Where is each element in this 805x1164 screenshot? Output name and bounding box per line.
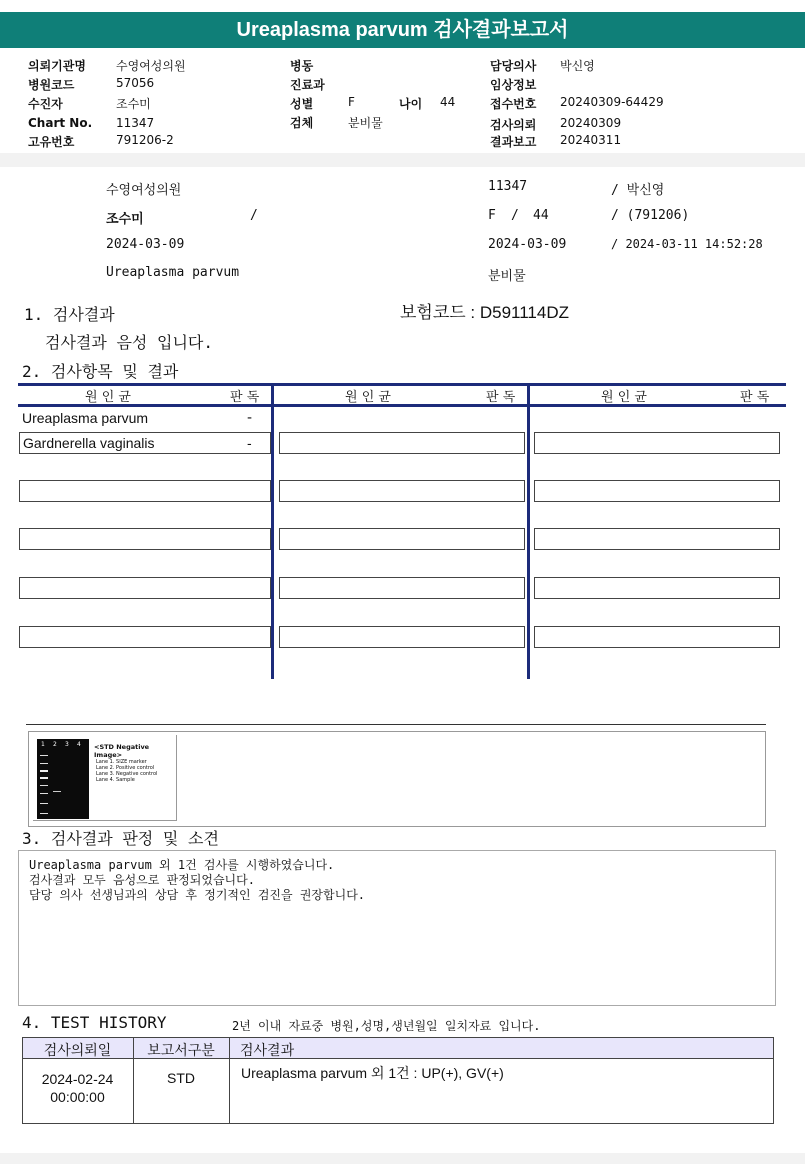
empty-cell — [279, 626, 525, 648]
organism-result: - — [247, 410, 253, 426]
empty-cell — [534, 577, 780, 599]
header-value: 20240309-64429 — [560, 95, 664, 109]
history-date: 2024-02-24 — [41, 1071, 114, 1087]
empty-cell — [534, 528, 780, 550]
header-value: 44 — [440, 95, 456, 109]
doctor-name: / 박신영 — [611, 183, 665, 198]
section4-title: 4. TEST HISTORY — [22, 1013, 167, 1032]
history-note: 2년 이내 자료중 병원,성명,생년월일 일치자료 입니다. — [232, 1019, 541, 1033]
header-value: 분비물 — [348, 116, 383, 130]
separator: / — [511, 208, 519, 223]
empty-cell — [279, 528, 525, 550]
header-value: F — [348, 95, 355, 109]
request-date: 2024-03-09 — [106, 237, 185, 252]
table-row — [22, 1070, 133, 1106]
gel-legend: Lane 1. SIZE marker Lane 2. Positive control Lane 3. Negative control Lane 4. Sample — [96, 759, 158, 783]
patient-name: 조수미 — [106, 212, 144, 227]
header-label: 성별 — [290, 97, 314, 111]
header-label: 나이 — [399, 97, 423, 111]
empty-cell — [534, 480, 780, 502]
header-value: 11347 — [116, 116, 155, 130]
empty-cell — [279, 480, 525, 502]
chart-number: 11347 — [488, 179, 528, 194]
empty-cell — [534, 432, 780, 454]
header-label: 임상정보 — [490, 78, 537, 92]
receive-date: 2024-03-09 — [488, 237, 567, 252]
column-header-judgement: 판 독 — [486, 390, 516, 405]
header-label: 검사의뢰 — [490, 118, 537, 132]
header-label: 진료과 — [290, 78, 325, 92]
gel-lanes: 1 2 3 4 — [37, 739, 89, 819]
empty-cell — [534, 626, 780, 648]
column-header-judgement: 판 독 — [740, 390, 770, 405]
column-header-organism: 원 인 균 — [601, 390, 647, 405]
specimen: 분비물 — [488, 269, 526, 284]
history-header-type: 보고서구분 — [147, 1043, 215, 1059]
patient-age: 44 — [533, 208, 549, 223]
report-datetime: / 2024-03-11 14:52:28 — [611, 237, 763, 251]
header-label: 접수번호 — [490, 97, 537, 111]
insurance-code: 보험코드 : D591114DZ — [400, 303, 569, 322]
clinic-name: 수영여성의원 — [106, 183, 182, 198]
empty-cell — [279, 432, 525, 454]
patient-birth: / (791206) — [611, 208, 690, 223]
divider — [0, 153, 805, 167]
separator: / — [250, 208, 258, 223]
section2-title: 2. 검사항목 및 결과 — [22, 362, 179, 381]
table-row — [19, 432, 271, 454]
header-label: 고유번호 — [28, 135, 75, 149]
patient-sex: F — [488, 208, 496, 223]
header-value: 20240309 — [560, 116, 622, 130]
header-value: 791206-2 — [116, 133, 174, 147]
gel-image-title: <STD Negative Image> — [94, 743, 150, 759]
empty-cell — [19, 626, 271, 648]
divider — [26, 724, 766, 725]
empty-cell — [279, 577, 525, 599]
section1-title: 1. 검사결과 — [24, 305, 115, 324]
history-header-date: 검사의뢰일 — [43, 1043, 112, 1059]
section3-title: 3. 검사결과 판정 및 소견 — [22, 829, 219, 848]
header-label: 결과보고 — [490, 135, 537, 149]
header-value: 수영여성의원 — [116, 59, 186, 73]
header-label: Chart No. — [28, 116, 93, 130]
result-summary: 검사결과 음성 입니다. — [45, 333, 214, 352]
empty-cell — [19, 528, 271, 550]
header-label: 수진자 — [28, 97, 63, 111]
header-label: 병원코드 — [28, 78, 75, 92]
organism-result: - — [247, 435, 252, 451]
opinion-box — [18, 850, 776, 1006]
organism-name: Ureaplasma parvum — [22, 410, 149, 426]
footer-bar — [0, 1153, 805, 1164]
header-label: 담당의사 — [490, 59, 537, 73]
column-header-organism: 원 인 균 — [85, 390, 131, 405]
opinion-line: Ureaplasma parvum 외 1건 검사를 시행하였습니다. — [29, 858, 335, 872]
report-title: Ureaplasma parvum 검사결과보고서 — [0, 12, 805, 48]
header-value: 박신영 — [560, 59, 595, 73]
header-label: 검체 — [290, 116, 314, 130]
header-value: 57056 — [116, 76, 155, 90]
history-time: 00:00:00 — [50, 1089, 105, 1105]
test-name: Ureaplasma parvum — [106, 265, 240, 280]
empty-cell — [19, 480, 271, 502]
header-label: 의뢰기관명 — [28, 59, 86, 73]
opinion-line: 검사결과 모두 음성으로 판정되었습니다. — [29, 873, 255, 887]
history-header-result: 검사결과 — [240, 1043, 295, 1059]
organism-name: Gardnerella vaginalis — [23, 435, 155, 451]
header-value: 조수미 — [116, 97, 151, 111]
column-header-judgement: 판 독 — [230, 390, 260, 405]
opinion-line: 담당 의사 선생님과의 상담 후 정기적인 검진을 권장합니다. — [29, 888, 366, 902]
history-result: Ureaplasma parvum 외 1건 : UP(+), GV(+) — [241, 1065, 504, 1081]
gel-image — [33, 735, 177, 821]
header-value: 20240311 — [560, 133, 622, 147]
header-label: 병동 — [290, 59, 314, 73]
history-type: STD — [167, 1070, 195, 1086]
column-header-organism: 원 인 균 — [345, 390, 391, 405]
empty-cell — [19, 577, 271, 599]
